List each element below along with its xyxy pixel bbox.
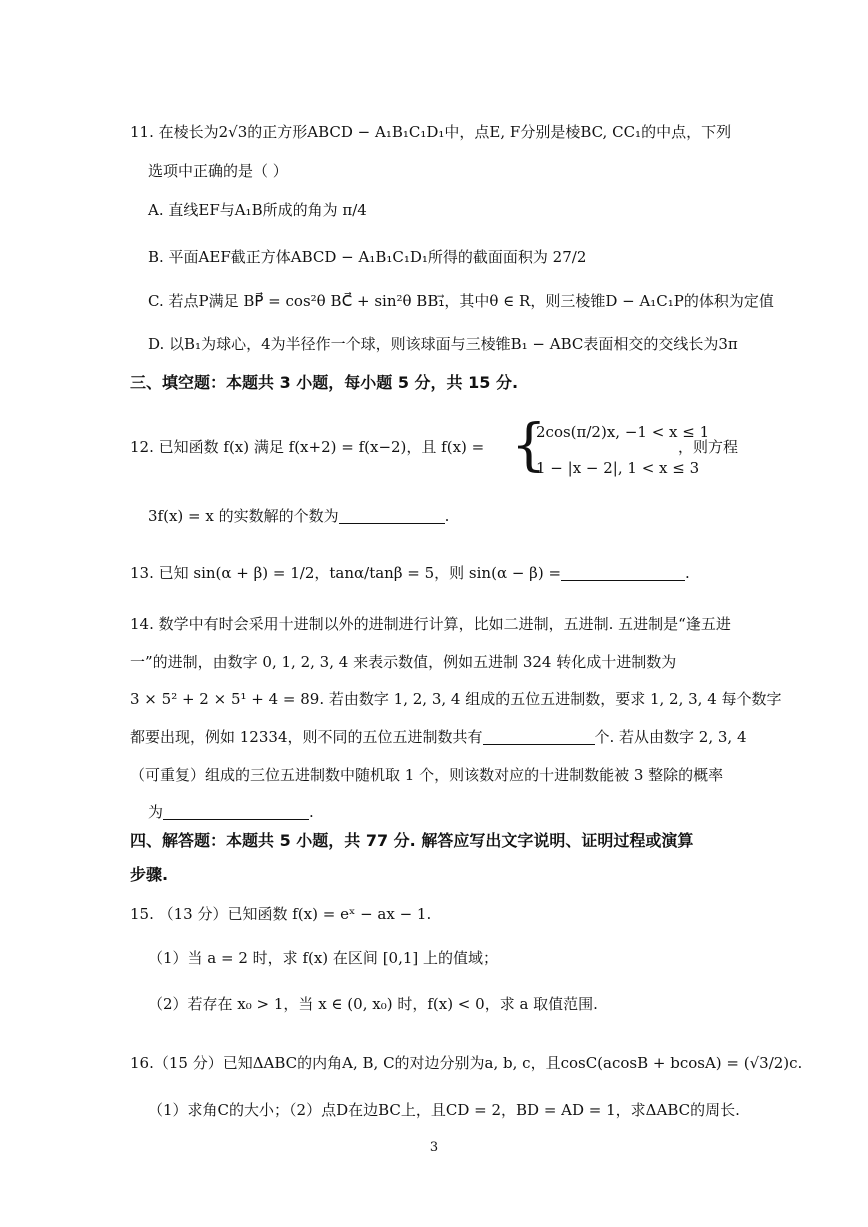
- q11-option-b: B. 平面AEF截正方体ABCD − A₁B₁C₁D₁所得的截面面积为 27/2: [148, 248, 587, 266]
- q14-line5: （可重复）组成的三位五进制数中随机取 1 个，则该数对应的十进制数能被 3 整除的概率: [130, 766, 724, 784]
- q15-part-1: （1）当 a = 2 时，求 f(x) 在区间 [0,1] 上的值域；: [148, 949, 499, 967]
- q14-answer-blank-1[interactable]: [483, 728, 595, 745]
- q15-part-2: （2）若存在 x₀ > 1，当 x ∈ (0, x₀) 时，f(x) < 0，求 a 取值范围.: [148, 995, 598, 1013]
- q12-stem-line2: [148, 505, 449, 527]
- q16-stem: 16.（15 分）已知ΔABC的内角A, B, C的对边分别为a, b, c，且cosC(acosB + bcosA) = (√3/2)c.: [130, 1054, 803, 1072]
- q14-line4: [130, 726, 747, 748]
- q14-line2: 一”的进制，由数字 0, 1, 2, 3, 4 来表示数值，例如五进制 324 转化成十进制数为: [130, 653, 677, 671]
- q11-option-c: C. 若点P满足 BP⃗ = cos²θ BC⃗ + sin²θ BB₁⃗，其中θ ∈ R，则三棱锥D − A₁C₁P的体积为定值: [148, 292, 774, 310]
- q12-stem-prefix: 12. 已知函数 f(x) 满足 f(x+2) = f(x−2)，且 f(x) =: [130, 438, 485, 456]
- section-4-heading-line2: 步骤.: [130, 865, 169, 884]
- q12-case-2: 1 − |x − 2|, 1 < x ≤ 3: [536, 459, 700, 477]
- q14-line1: 14. 数学中有时会采用十进制以外的进制进行计算，比如二进制，五进制. 五进制是“逢五进: [130, 615, 731, 633]
- q13-text: 13. 已知 sin(α + β) = 1/2，tanα/tanβ = 5，则 sin(α − β) =: [130, 564, 562, 582]
- q14-line6-text: 为: [148, 803, 164, 821]
- q14-line6: [148, 801, 314, 823]
- q12-text: 3f(x) = x 的实数解的个数为: [148, 507, 339, 525]
- q14-line4-text: 都要出现，例如 12334，则不同的五位五进制数共有: [130, 728, 483, 746]
- page-number: 3: [429, 1140, 439, 1155]
- q14-answer-blank-2[interactable]: [163, 803, 309, 820]
- q14-line6-end: .: [309, 803, 314, 821]
- q13-answer-blank[interactable]: [561, 564, 685, 581]
- q12-answer-blank[interactable]: [339, 507, 445, 524]
- section-3-heading: 三、填空题：本题共 3 小题，每小题 5 分，共 15 分.: [130, 373, 519, 392]
- q15-stem: 15. （13 分）已知函数 f(x) = eˣ − ax − 1.: [130, 905, 432, 923]
- q12-end: .: [444, 507, 450, 525]
- q11-stem-line1: 11. 在棱长为2√3的正方形ABCD − A₁B₁C₁D₁中，点E, F分别是棱BC, CC₁的中点，下列: [130, 123, 732, 141]
- q14-line3: 3 × 5² + 2 × 5¹ + 4 = 89. 若由数字 1, 2, 3, 4 组成的五位五进制数，要求 1, 2, 3, 4 每个数字: [130, 690, 782, 708]
- q11-stem-line2: 选项中正确的是（ ）: [148, 162, 288, 180]
- q12-case-1: 2cos(π/2)x, −1 < x ≤ 1: [536, 423, 710, 441]
- q11-option-a: A. 直线EF与A₁B所成的角为 π/4: [148, 201, 367, 219]
- q13-end: .: [685, 564, 690, 582]
- q11-option-d: D. 以B₁为球心，4为半径作一个球，则该球面与三棱锥B₁ − ABC表面相交的交线长为3π: [148, 335, 738, 353]
- q14-line4-tail: 个. 若从由数字 2, 3, 4: [594, 728, 747, 746]
- piecewise-brace: {: [511, 413, 547, 478]
- q12-stem-suffix: ，则方程: [678, 438, 739, 456]
- q16-part-1: （1）求角C的大小；（2）点D在边BC上，且CD = 2，BD = AD = 1，求ΔABC的周长.: [148, 1101, 740, 1119]
- section-4-heading-line1: 四、解答题：本题共 5 小题，共 77 分. 解答应写出文字说明、证明过程或演算: [130, 831, 694, 850]
- q13-stem: [130, 562, 690, 584]
